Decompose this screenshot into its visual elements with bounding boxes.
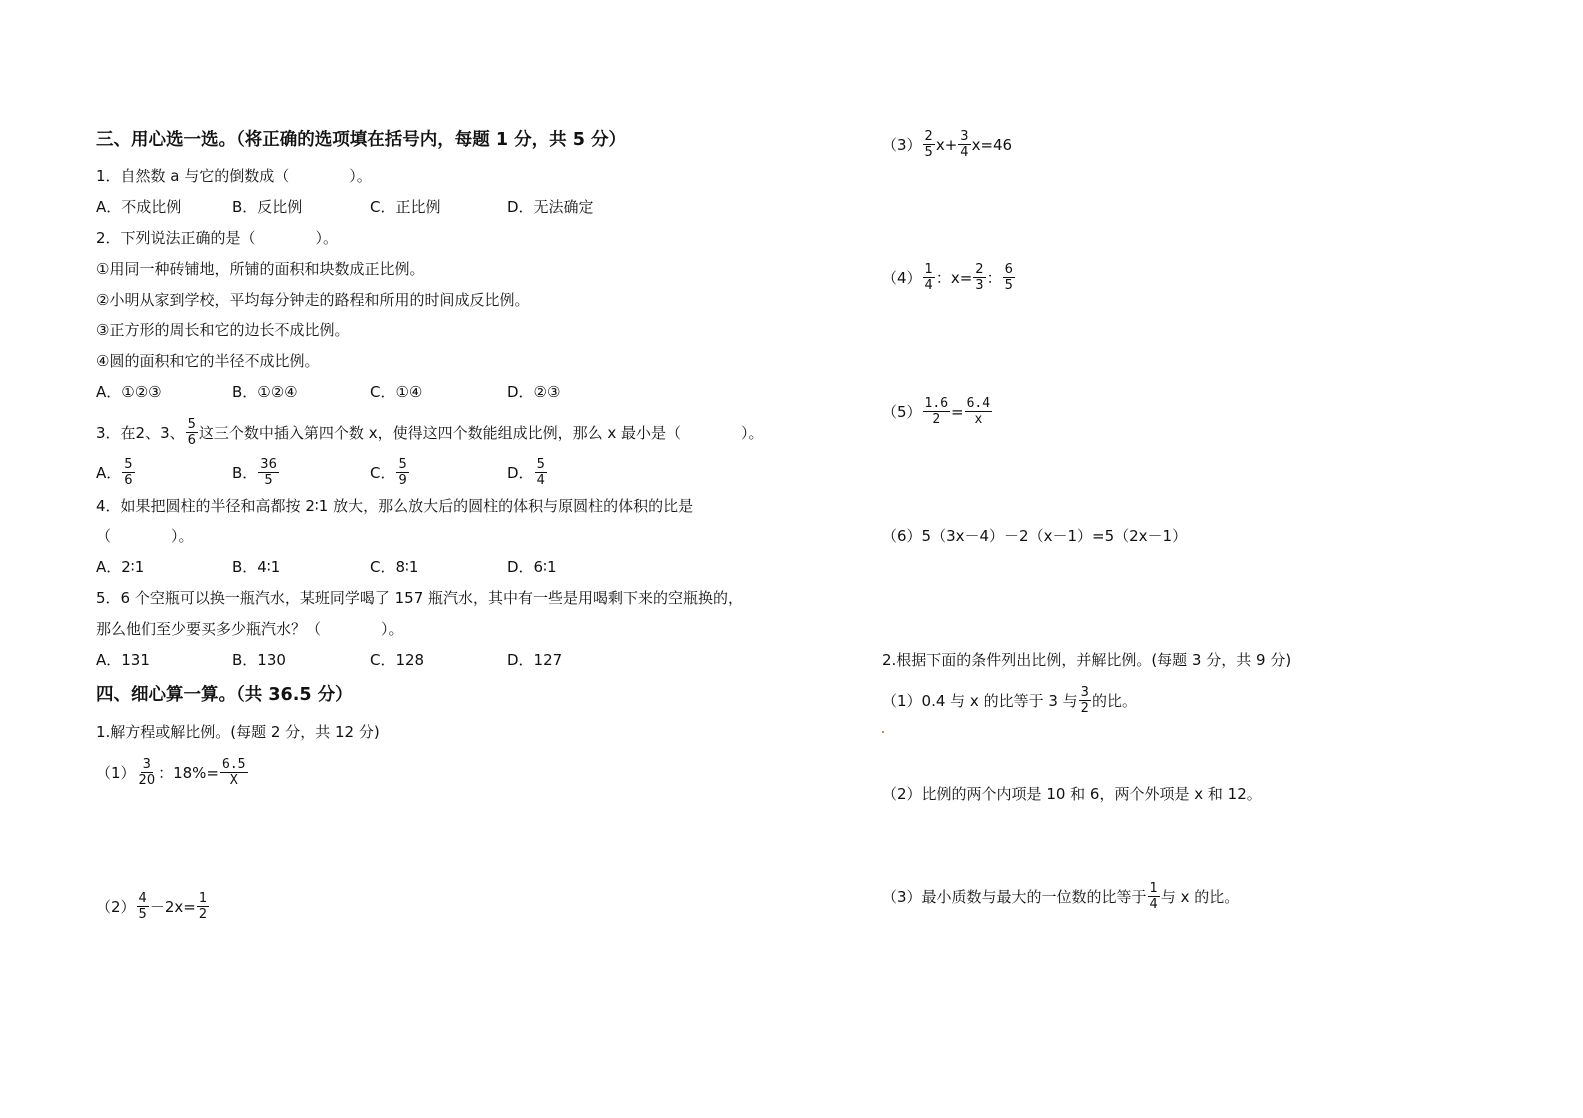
equation-3: （3） $\frac{2}{5}$ x+ $\frac{3}{4}$ x=46 [882, 129, 1013, 160]
part-1-title: 1.解方程或解比例。(每题 2 分，共 12 分) [96, 723, 380, 741]
q3-stem-pre: 3．在2、3、 [96, 424, 185, 442]
equation-6: （6）5（3x－4）－2（x－1）=5（2x－1） [882, 527, 1188, 545]
q2-options [96, 382, 796, 402]
q1-stem: 1．自然数 a 与它的倒数成（ ）。 [96, 167, 372, 185]
q5-options [96, 650, 796, 670]
q2-option-a: A．①②③ [96, 383, 162, 401]
q5-option-c: C．128 [370, 651, 425, 669]
q3-option-a: A． $\frac{5}{6}$ [96, 457, 133, 488]
q4-option-d: D．6∶1 [507, 558, 557, 576]
q5-stem-2: 那么他们至少要买多少瓶汽水？（ ）。 [96, 620, 404, 638]
q3-option-d: D． $\frac{5}{4}$ [507, 457, 545, 488]
q1-option-d: D．无法确定 [507, 198, 594, 216]
q4-options [96, 557, 796, 577]
q2-statement-3: ③正方形的周长和它的边长不成比例。 [96, 321, 350, 339]
q3-option-b: B． $\frac{36}{5}$ [232, 457, 277, 488]
proportion-item-3: （3）最小质数与最大的一位数的比等于 $\frac{1}{4}$ 与 x 的比。 [882, 881, 1240, 912]
q2-option-b: B．①②④ [232, 383, 298, 401]
q4-blank: （ ）。 [96, 527, 194, 545]
section-3-title: 三、用心选一选。（将正确的选项填在括号内，每题 1 分，共 5 分） [96, 130, 626, 150]
q3-options [96, 458, 796, 488]
q2-statement-4: ④圆的面积和它的半径不成比例。 [96, 352, 320, 370]
q5-option-b: B．130 [232, 651, 286, 669]
q3-fraction: $\frac{5}{6}$ [187, 417, 196, 448]
equation-4: （4） $\frac{1}{4}$ ：x= $\frac{2}{3}$ ： $\frac{6}{5}$ [882, 262, 1013, 293]
q2-stem: 2．下列说法正确的是（ ）。 [96, 229, 339, 247]
q4-option-a: A．2∶1 [96, 558, 145, 576]
q2-option-d: D．②③ [507, 383, 561, 401]
q1-options [96, 197, 796, 217]
proportion-item-1: （1）0.4 与 x 的比等于 3 与 $\frac{3}{2}$ 的比。 [882, 685, 1137, 716]
q3-stem [96, 418, 763, 449]
q3-option-c: C． $\frac{5}{9}$ [370, 457, 407, 488]
q4-option-c: C．8∶1 [370, 558, 419, 576]
proportion-item-2: （2）比例的两个内项是 10 和 6，两个外项是 x 和 12。 [882, 785, 1262, 803]
q4-stem: 4．如果把圆柱的半径和高都按 2∶1 放大，那么放大后的圆柱的体积与原圆柱的体积的比是 [96, 497, 694, 515]
q2-statement-2: ②小明从家到学校，平均每分钟走的路程和所用的时间成反比例。 [96, 291, 530, 309]
q5-option-d: D．127 [507, 651, 563, 669]
q1-option-a: A．不成比例 [96, 198, 182, 216]
equation-5: （5） $\frac{1.6}{2}$ = $\frac{6.4}{x}$ [882, 396, 991, 427]
q3-stem-post: 这三个数中插入第四个数 x，使得这四个数能组成比例，那么 x 最小是（ ）。 [198, 424, 764, 442]
q4-option-b: B．4∶1 [232, 558, 281, 576]
q2-statement-1: ①用同一种砖铺地，所铺的面积和块数成正比例。 [96, 260, 425, 278]
q5-stem: 5．6 个空瓶可以换一瓶汽水，某班同学喝了 157 瓶汽水，其中有一些是用喝剩下来的空瓶换的， [96, 589, 744, 607]
section-4-title: 四、细心算一算。（共 36.5 分） [96, 685, 353, 705]
part-2-title: 2.根据下面的条件列出比例，并解比例。(每题 3 分，共 9 分) [882, 651, 1292, 669]
equation-1: （1） $\frac{3}{20}$ ：18%= $\frac{6.5}{X}$ [96, 757, 246, 788]
stray-mark [882, 731, 884, 733]
equation-2: （2） $\frac{4}{5}$ －2x= $\frac{1}{2}$ [96, 891, 208, 922]
q5-option-a: A．131 [96, 651, 150, 669]
q2-option-c: C．①④ [370, 383, 423, 401]
q1-option-b: B．反比例 [232, 198, 303, 216]
q1-option-c: C．正比例 [370, 198, 441, 216]
